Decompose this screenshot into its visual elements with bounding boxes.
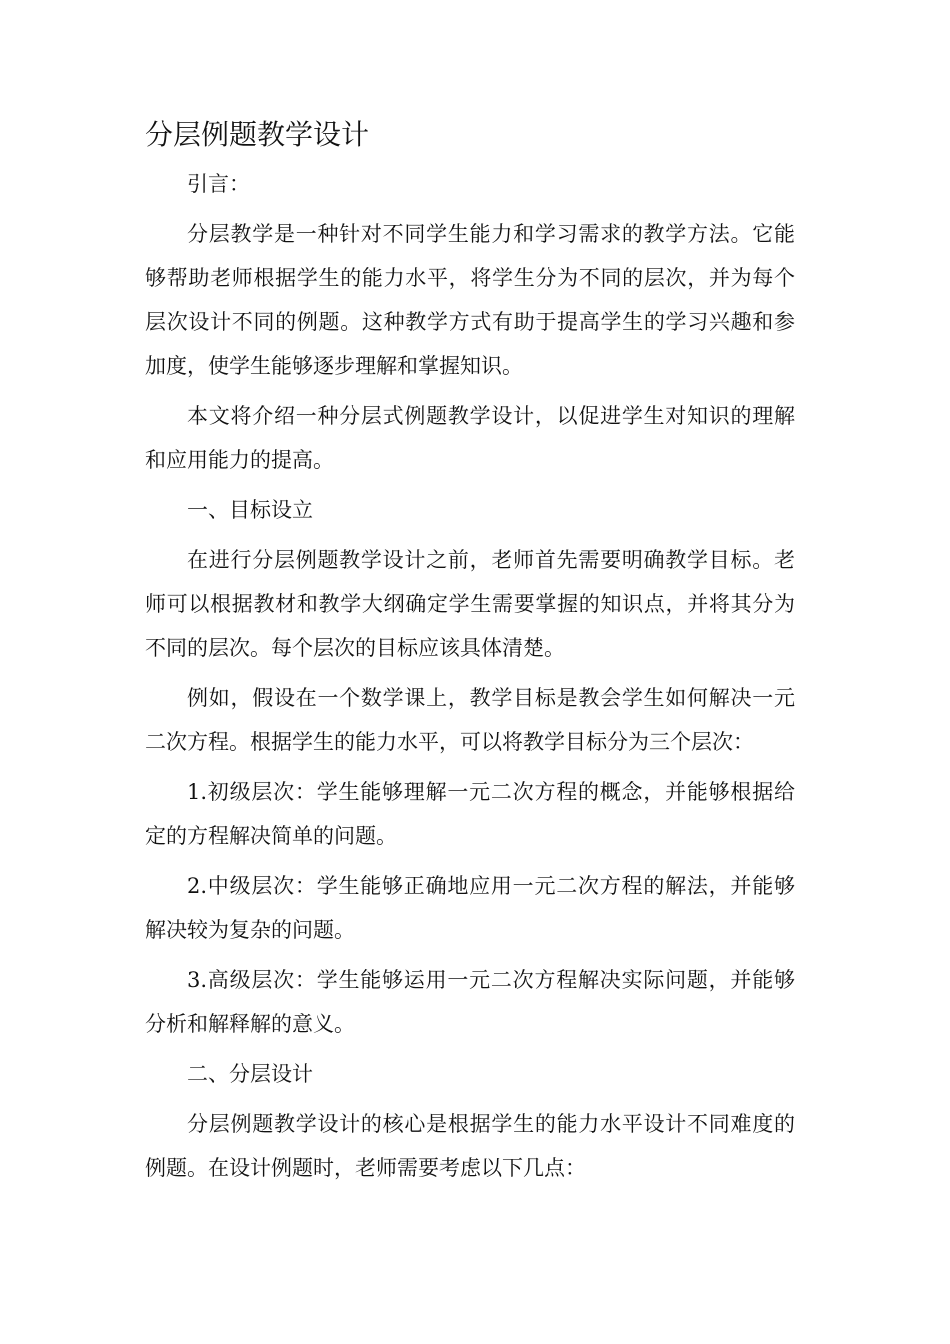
document-title: 分层例题教学设计 — [145, 118, 370, 151]
paragraph-intro-heading: 引言： — [187, 172, 250, 196]
paragraph: 分层例题教学设计的核心是根据学生的能力水平设计不同难度的例题。在设计例题时，老师需要考虑以下几点： — [145, 1112, 795, 1180]
section-heading-goals: 一、目标设立 — [187, 498, 313, 522]
list-item-level-3: 3.高级层次：学生能够运用一元二次方程解决实际问题，并能够分析和解释解的意义。 — [145, 968, 795, 1036]
paragraph: 本文将介绍一种分层式例题教学设计，以促进学生对知识的理解和应用能力的提高。 — [145, 404, 795, 472]
paragraph: 分层教学是一种针对不同学生能力和学习需求的教学方法。它能够帮助老师根据学生的能力水平，将学生分为不同的层次，并为每个层次设计不同的例题。这种教学方式有助于提高学生的学习兴趣和参加度，使学生能够逐步理解和掌握知识。 — [145, 222, 795, 378]
document-body — [145, 162, 795, 1196]
list-item-level-1: 1.初级层次：学生能够理解一元二次方程的概念，并能够根据给定的方程解决简单的问题。 — [145, 780, 795, 848]
section-heading-layered-design: 二、分层设计 — [187, 1062, 313, 1086]
list-item-level-2: 2.中级层次：学生能够正确地应用一元二次方程的解法，并能够解决较为复杂的问题。 — [145, 874, 795, 942]
paragraph: 在进行分层例题教学设计之前，老师首先需要明确教学目标。老师可以根据教材和教学大纲确定学生需要掌握的知识点，并将其分为不同的层次。每个层次的目标应该具体清楚。 — [145, 548, 795, 660]
paragraph: 例如，假设在一个数学课上，教学目标是教会学生如何解决一元二次方程。根据学生的能力水平，可以将教学目标分为三个层次： — [145, 686, 795, 754]
